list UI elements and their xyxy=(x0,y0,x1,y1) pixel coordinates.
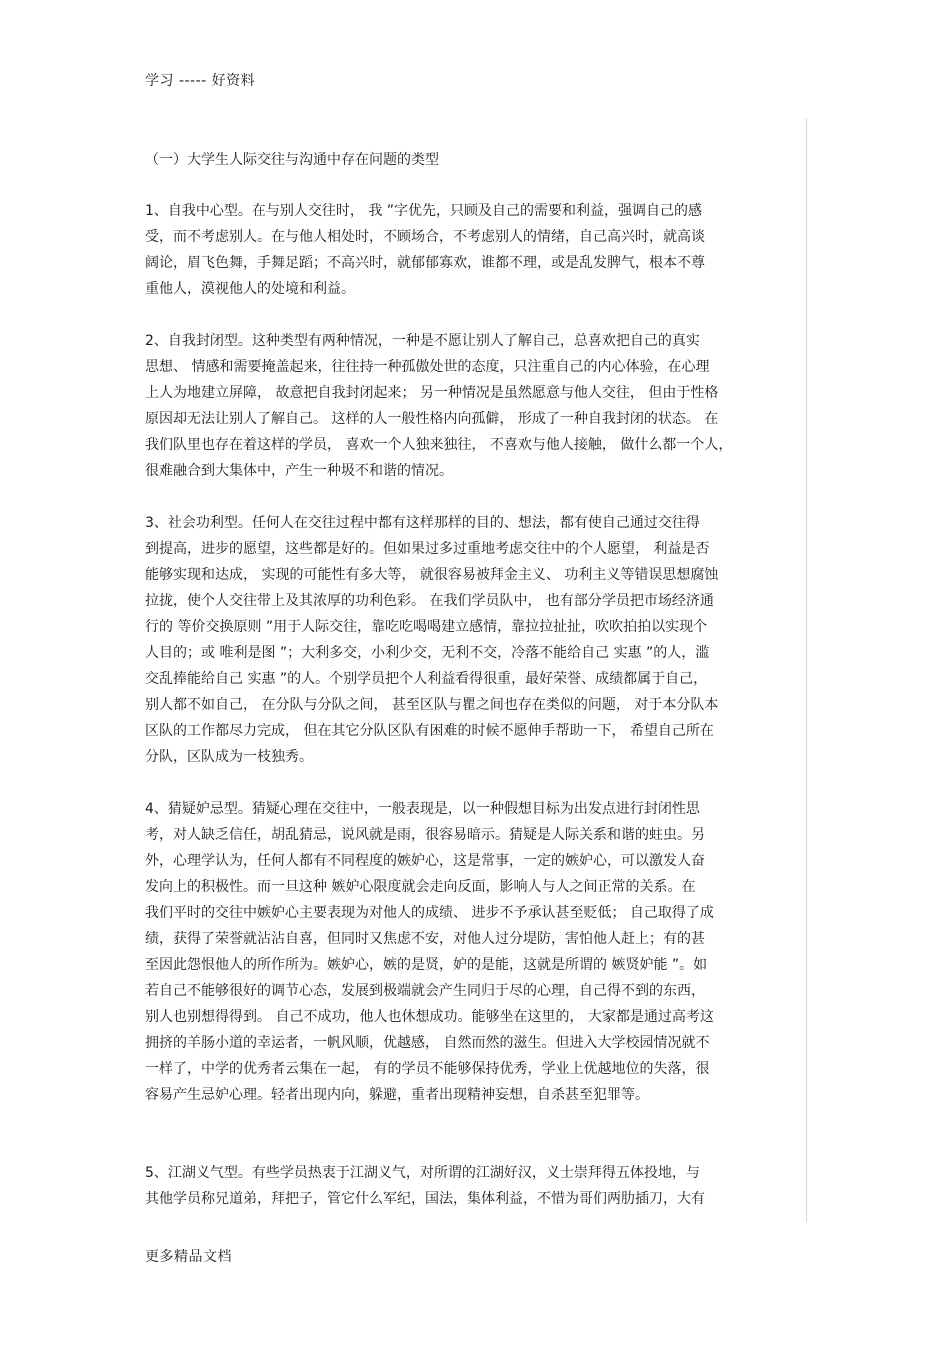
paragraph-line: 别人也别想得得到。 自己不成功，他人也休想成功。能够坐在这里的， 大家都是通过高考这 xyxy=(145,1009,714,1025)
page-footer: 更多精品文档 xyxy=(145,1249,232,1265)
paragraph-line: 3、社会功利型。任何人在交往过程中都有这样那样的目的、想法，都有使自己通过交往得 xyxy=(145,515,700,531)
paragraph-5 xyxy=(145,1160,807,1212)
paragraph-line: 能够实现和达成， 实现的可能性有多大等， 就很容易被拜金主义、 功利主义等错误思想腐蚀 xyxy=(145,567,719,583)
paragraph-line: 交乱捧能给自己 实惠 ”的人。个别学员把个人利益看得很重，最好荣誉、成绩都属于自己， xyxy=(145,671,708,687)
paragraph-line: 拥挤的羊肠小道的幸运者，一帆风顺，优越感， 自然而然的滋生。但进入大学校园情况就不 xyxy=(145,1035,710,1051)
paragraph-line: 到提高，进步的愿望，这些都是好的。但如果过多过重地考虑交往中的个人愿望， 利益是否 xyxy=(145,541,710,557)
paragraph-2 xyxy=(145,328,807,484)
paragraph-line: 思想、 情感和需要掩盖起来，往往持一种孤傲处世的态度，只注重自己的内心体验，在心理 xyxy=(145,359,710,375)
paragraph-line: 我们队里也存在着这样的学员， 喜欢一个人独来独往， 不喜欢与他人接触， 做什么都一个人， xyxy=(145,437,733,453)
paragraph-line: 人目的；或 唯利是图 ”；大利多交，小利少交，无利不交，冷落不能给自己 实惠 ”的人，滥 xyxy=(145,645,710,661)
paragraph-line: 分队，区队成为一枝独秀。 xyxy=(145,749,313,765)
paragraph-3 xyxy=(145,510,807,770)
paragraph-line: 受，而不考虑别人。在与他人相处时，不顾场合，不考虑别人的情绪，自己高兴时，就高谈 xyxy=(145,229,705,245)
paragraph-line: 5、江湖义气型。有些学员热衷于江湖义气，对所谓的江湖好汉，义士崇拜得五体投地，与 xyxy=(145,1165,700,1181)
paragraph-line: 区队的工作都尽力完成， 但在其它分队区队有困难的时候不愿伸手帮助一下， 希望自己所在 xyxy=(145,723,714,739)
paragraph-line: 拉拢，使个人交往带上及其浓厚的功利色彩。 在我们学员队中， 也有部分学员把市场经济通 xyxy=(145,593,714,609)
paragraph-line: 至因此怨恨他人的所作所为。嫉妒心，嫉的是贤，妒的是能，这就是所谓的 嫉贤妒能 ”。如 xyxy=(145,957,708,973)
paragraph-line: 外，心理学认为，任何人都有不同程度的嫉妒心，这是常事，一定的嫉妒心，可以激发人奋 xyxy=(145,853,705,869)
paragraph-line: 上人为地建立屏障， 故意把自我封闭起来； 另一种情况是虽然愿意与他人交往， 但由于性格 xyxy=(145,385,719,401)
page-header: 学习 ----- 好资料 xyxy=(145,73,256,89)
paragraph-line: 重他人，漠视他人的处境和利益。 xyxy=(145,281,355,297)
paragraph-line: 别人都不如自己， 在分队与分队之间， 甚至区队与瞿之间也存在类似的问题， 对于本分队本 xyxy=(145,697,719,713)
paragraph-4 xyxy=(145,796,807,1108)
paragraph-line: 阔论，眉飞色舞，手舞足蹈；不高兴时，就郁郁寡欢，谁都不理，或是乱发脾气，根本不尊 xyxy=(145,255,705,271)
paragraph-line: 4、猜疑妒忌型。猜疑心理在交往中，一般表现是，以一种假想目标为出发点进行封闭性思 xyxy=(145,801,700,817)
paragraph-line: 考，对人缺乏信任，胡乱猜忌，说风就是雨，很容易暗示。猜疑是人际关系和谐的蛀虫。另 xyxy=(145,827,705,843)
paragraph-line: 行的 等价交换原则 ”用于人际交往，靠吃吃喝喝建立感情，靠拉拉扯扯，吹吹拍拍以实现个 xyxy=(145,619,708,635)
paragraph-line: 若自己不能够很好的调节心态，发展到极端就会产生同归于尽的心理，自己得不到的东西， xyxy=(145,983,705,999)
paragraph-line: 2、自我封闭型。这种类型有两种情况，一种是不愿让别人了解自己，总喜欢把自己的真实 xyxy=(145,333,700,349)
paragraph-line: 绩，获得了荣誉就沾沾自喜，但同时又焦虑不安，对他人过分堤防，害怕他人赶上；有的甚 xyxy=(145,931,705,947)
paragraph-line: 很难融合到大集体中，产生一种圾不和谐的情况。 xyxy=(145,463,453,479)
paragraph-line: 容易产生忌妒心理。轻者出现内向，躲避，重者出现精神妄想，自杀甚至犯罪等。 xyxy=(145,1087,649,1103)
paragraph-1 xyxy=(145,198,807,302)
section-title: （一）大学生人际交往与沟通中存在问题的类型 xyxy=(145,152,439,168)
paragraph-line: 我们平时的交往中嫉妒心主要表现为对他人的成绩、 进步不予承认甚至贬低； 自己取得了成 xyxy=(145,905,714,921)
paragraph-line: 1、自我中心型。在与别人交往时， 我 ”字优先，只顾及自己的需要和利益，强调自己的感 xyxy=(145,203,703,219)
paragraph-line: 原因却无法让别人了解自己。 这样的人一般性格内向孤僻， 形成了一种自我封闭的状态。 在 xyxy=(145,411,719,427)
document-body xyxy=(145,148,807,1212)
paragraph-line: 一样了，中学的优秀者云集在一起， 有的学员不能够保持优秀，学业上优越地位的失落，很 xyxy=(145,1061,710,1077)
paragraph-line: 其他学员称兄道弟，拜把子，管它什么军纪，国法，集体利益，不惜为哥们两肋插刀，大有 xyxy=(145,1191,705,1207)
paragraph-line: 发向上的积极性。而一旦这种 嫉妒心限度就会走向反面，影响人与人之间正常的关系。在 xyxy=(145,879,696,895)
